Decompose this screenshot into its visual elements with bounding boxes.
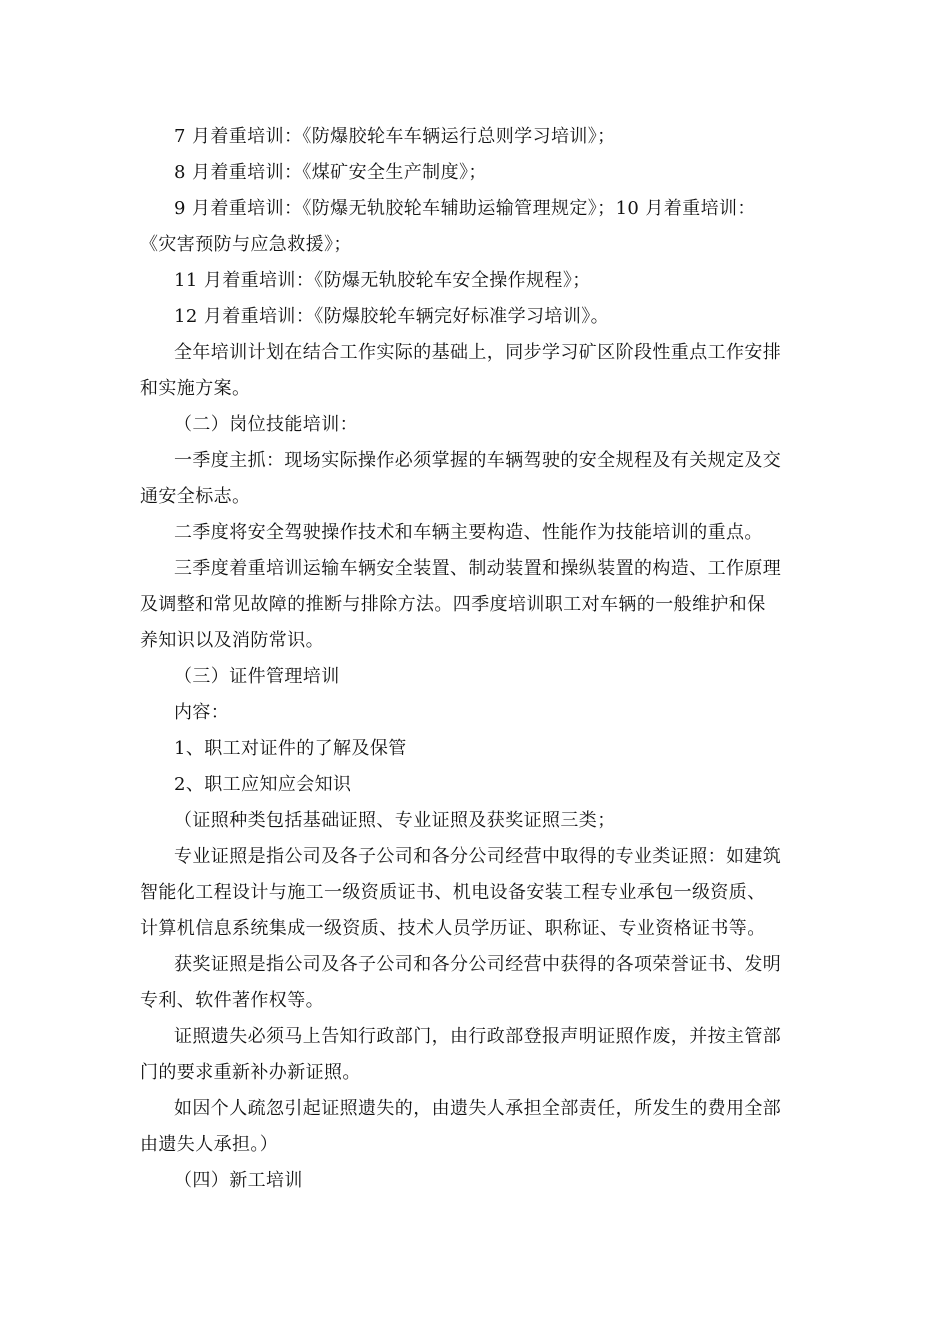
paragraph-certificate-loss [140,1019,808,1091]
section-heading-new-employee-training [140,1163,808,1199]
text-line: 1、职工对证件的了解及保管 [174,738,407,759]
text-line: （三）证件管理培训 [174,666,340,687]
paragraph-november-training [140,263,808,299]
text-line: 一季度主抓：现场实际操作必须掌握的车辆驾驶的安全规程及有关规定及交 [174,450,782,471]
text-line: 专利、软件著作权等。 [140,990,324,1011]
paragraph-loss-responsibility [140,1091,808,1163]
text-line: 12 月着重培训：《防爆胶轮车辆完好标准学习培训》。 [174,306,610,327]
text-line: 8 月着重培训：《煤矿安全生产制度》； [174,162,487,183]
text-line: 内容： [174,702,230,723]
text-line: 由遗失人承担。） [140,1134,279,1155]
text-line: 二季度将安全驾驶操作技术和车辆主要构造、性能作为技能培训的重点。 [174,522,763,543]
paragraph-august-training [140,155,808,191]
text-line: 计算机信息系统集成一级资质、技术人员学历证、职称证、专业资格证书等。 [140,918,766,939]
text-line: 2、职工应知应会知识 [174,774,352,795]
section-heading-skills-training [140,407,808,443]
document-body [140,119,808,1199]
list-item-certificate-knowledge [140,731,808,767]
text-line: 通安全标志。 [140,486,251,507]
text-line: （证照种类包括基础证照、专业证照及获奖证照三类； [174,810,616,831]
list-item-required-knowledge [140,767,808,803]
section-heading-certificate-training [140,659,808,695]
text-line: 及调整和常见故障的推断与排除方法。四季度培训职工对车辆的一般维护和保 [140,594,766,615]
paragraph-q3-q4-skills [140,551,808,659]
paragraph-professional-certificates [140,839,808,947]
text-line: 如因个人疏忽引起证照遗失的，由遗失人承担全部责任，所发生的费用全部 [174,1098,782,1119]
text-line: 9 月着重培训：《防爆无轨胶轮车辅助运输管理规定》；10 月着重培训： [174,198,756,219]
paragraph-content-label [140,695,808,731]
paragraph-december-training [140,299,808,335]
text-line: 智能化工程设计与施工一级资质证书、机电设备安装工程专业承包一级资质、 [140,882,766,903]
text-line: （四）新工培训 [174,1170,303,1191]
text-line: 养知识以及消防常识。 [140,630,324,651]
paragraph-certificate-types [140,803,808,839]
text-line: 全年培训计划在结合工作实际的基础上，同步学习矿区阶段性重点工作安排 [174,342,782,363]
text-line: 和实施方案。 [140,378,251,399]
text-line: 《灾害预防与应急救援》； [140,234,352,255]
text-line: （二）岗位技能培训： [174,414,358,435]
text-line: 7 月着重培训：《防爆胶轮车车辆运行总则学习培训》； [174,126,616,147]
text-line: 三季度着重培训运输车辆安全装置、制动装置和操纵装置的构造、工作原理 [174,558,782,579]
paragraph-annual-plan [140,335,808,407]
paragraph-q1-skills [140,443,808,515]
text-line: 证照遗失必须马上告知行政部门，由行政部登报声明证照作废，并按主管部 [174,1026,782,1047]
text-line: 11 月着重培训：《防爆无轨胶轮车安全操作规程》； [174,270,591,291]
text-line: 获奖证照是指公司及各子公司和各分公司经营中获得的各项荣誉证书、发明 [174,954,782,975]
paragraph-july-training [140,119,808,155]
paragraph-sept-oct-training [140,191,808,263]
text-line: 门的要求重新补办新证照。 [140,1062,361,1083]
paragraph-q2-skills [140,515,808,551]
paragraph-award-certificates [140,947,808,1019]
text-line: 专业证照是指公司及各子公司和各分公司经营中取得的专业类证照：如建筑 [174,846,782,867]
